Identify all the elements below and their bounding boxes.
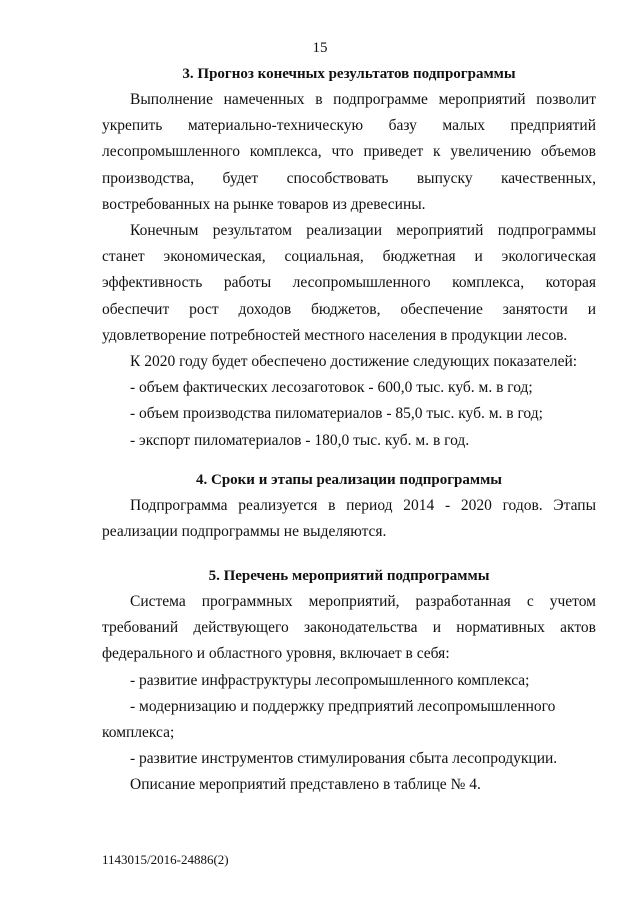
section-3-paragraph-2: Конечным результатом реализации мероприятий подпрограммы станет экономическая, социальная, бюджетная и экологическая эффективность работы лесопромышленного комплекса, которая обеспечит рост доходов бюджетов, обеспечение занятости и удовлетворение потребностей местного населения в продукции лесов. [102, 222, 596, 344]
section-5-paragraph-2: Описание мероприятий представлено в таблице № 4. [130, 776, 481, 794]
section-5-measures-list [102, 668, 596, 773]
list-item: - развитие инфраструктуры лесопромышленного комплекса; [130, 671, 530, 689]
section-3 [102, 61, 596, 454]
document-code: 1143015/2016-24886(2) [102, 852, 229, 867]
section-3-paragraph-3: К 2020 году будет обеспечено достижение следующих показателей: [130, 353, 578, 371]
section-4-title: 4. Сроки и этапы реализации подпрограммы [195, 472, 503, 488]
list-item: - модернизацию и поддержку предприятий лесопромышленного комплекса; [102, 697, 556, 742]
section-3-indicators-list [102, 375, 596, 454]
section-4-paragraph-1: Подпрограмма реализуется в период 2014 - 2020 годов. Этапы реализации подпрограммы не выделяются. [102, 497, 596, 541]
section-3-paragraph-1: Выполнение намеченных в подпрограмме мероприятий позволит укрепить материально-техническую базу малых предприятий лесопромышленного комплекса, что приведет к увеличению объемов производства, будет способствовать выпуску качественных, востребованных на рынке товаров из древесины. [102, 91, 596, 213]
section-5-title: 5. Перечень мероприятий подпрограммы [208, 568, 490, 584]
list-item: - объем производства пиломатериалов - 85,0 тыс. куб. м. в год; [130, 405, 543, 423]
section-5 [102, 563, 596, 799]
section-5-paragraph-1: Система программных мероприятий, разработанная с учетом требований действующего законодательства и нормативных актов федерального и областного уровня, включает в себя: [102, 593, 596, 663]
list-item: - объем фактических лесозаготовок - 600,0 тыс. куб. м. в год; [130, 379, 533, 397]
section-4 [102, 467, 596, 545]
section-3-title: 3. Прогноз конечных результатов подпрограммы [182, 66, 516, 82]
list-item: - экспорт пиломатериалов - 180,0 тыс. куб. м. в год. [130, 431, 470, 449]
list-item: - развитие инструментов стимулирования сбыта лесопродукции. [130, 750, 558, 768]
page-number: 15 [312, 40, 328, 56]
